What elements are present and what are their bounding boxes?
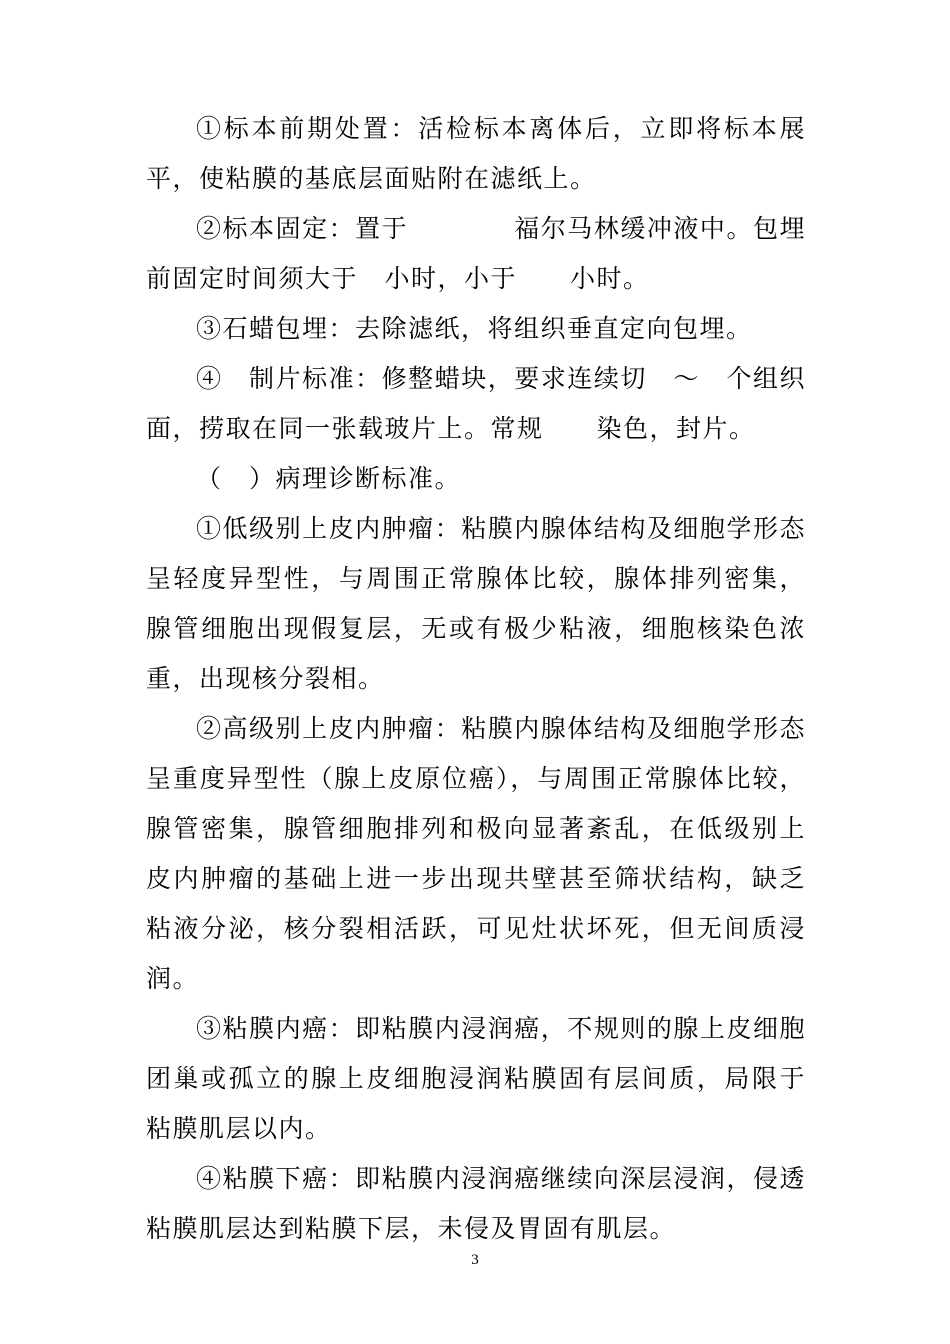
paragraph-specimen-handling: ①标本前期处置：活检标本离体后，立即将标本展平，使粘膜的基底层面贴附在滤纸上。 <box>146 114 806 193</box>
paragraph-high-grade-neoplasia: ②高级别上皮内肿瘤：粘膜内腺体结构及细胞学形态呈重度异型性（腺上皮原位癌），与周围正常腺体比较，腺管密集，腺管细胞排列和极向显著紊乱，在低级别上皮内肿瘤的基础上进一步出现共壁甚至筛状结构，缺乏粘液分泌，核分裂相活跃，可见灶状坏死，但无间质浸润。 <box>146 714 806 993</box>
section-heading-diagnostic-criteria: （ ）病理诊断标准。 <box>196 464 462 493</box>
paragraph-specimen-fixation: ②标本固定：置于 福尔马林缓冲液中。包埋前固定时间须大于 小时，小于 小时。 <box>146 214 806 293</box>
paragraph-low-grade-neoplasia: ①低级别上皮内肿瘤：粘膜内腺体结构及细胞学形态呈轻度异型性，与周围正常腺体比较，腺体排列密集，腺管细胞出现假复层，无或有极少粘液，细胞核染色浓重，出现核分裂相。 <box>146 514 806 693</box>
page-number: 3 <box>471 1252 479 1268</box>
paragraph-intramucosal-carcinoma: ③粘膜内癌：即粘膜内浸润癌，不规则的腺上皮细胞团巢或孤立的腺上皮细胞浸润粘膜固有层间质，局限于粘膜肌层以内。 <box>146 1014 806 1143</box>
paragraph-slide-preparation: ④ 制片标准：修整蜡块，要求连续切 ～ 个组织面，捞取在同一张载玻片上。常规 染色，封片。 <box>146 364 806 443</box>
paragraph-submucosal-carcinoma: ④粘膜下癌：即粘膜内浸润癌继续向深层浸润，侵透粘膜肌层达到粘膜下层，未侵及胃固有肌层。 <box>146 1164 806 1243</box>
document-body <box>146 104 806 1254</box>
paragraph-paraffin-embedding: ③石蜡包埋：去除滤纸，将组织垂直定向包埋。 <box>196 314 753 343</box>
